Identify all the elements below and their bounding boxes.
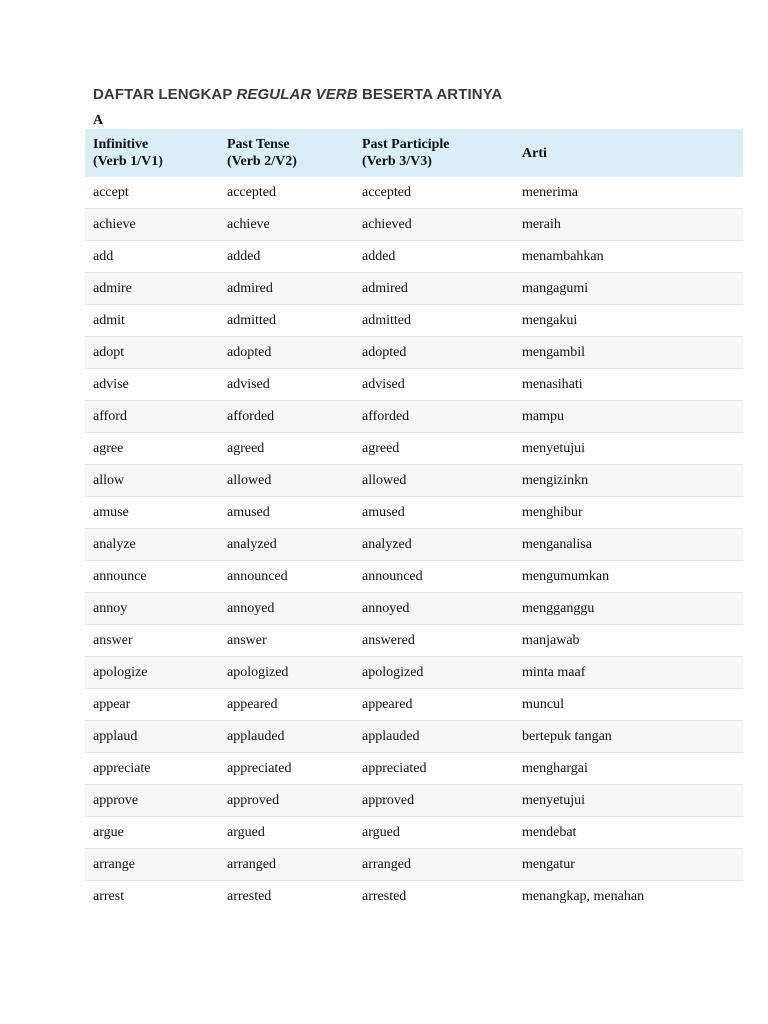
cell-infinitive: arrange [85,849,219,881]
header-past-participle-line2: (Verb 3/V3) [362,154,432,169]
cell-past-participle: apologized [354,657,514,689]
cell-past-participle: appeared [354,689,514,721]
cell-past-participle: achieved [354,209,514,241]
cell-past-tense: adopted [219,337,354,369]
cell-arti: mengizinkn [514,465,743,497]
table-row [85,465,743,497]
cell-infinitive: appear [85,689,219,721]
cell-past-tense: admitted [219,305,354,337]
header-past-tense-line2: (Verb 2/V2) [227,154,297,169]
cell-infinitive: announce [85,561,219,593]
cell-past-tense: achieve [219,209,354,241]
cell-infinitive: approve [85,785,219,817]
cell-past-tense: arrested [227,888,272,904]
cell-infinitive: accept [85,177,219,209]
cell-past-tense: admired [219,273,354,305]
cell-arti: mengganggu [514,593,743,625]
cell-infinitive: argue [85,817,219,849]
header-past-tense-line1: Past Tense [227,137,290,152]
table-row [85,785,743,817]
table-row [85,433,743,465]
cell-arti: mengumumkan [514,561,743,593]
cell-infinitive: annoy [85,593,219,625]
cell-past-tense: amused [219,497,354,529]
header-infinitive-line1: Infinitive [93,137,149,152]
header-infinitive [85,129,219,177]
cell-past-tense: appeared [219,689,354,721]
header-past-participle-line1: Past Participle [362,137,450,152]
cell-arti: menerima [514,177,743,209]
table-row [85,529,743,561]
regular-verb-table [85,129,743,912]
table-row [85,497,743,529]
header-infinitive-line2: (Verb 1/V1) [93,154,163,169]
cell-arti: menghibur [514,497,743,529]
table-row [85,625,743,657]
cell-past-participle: admitted [354,305,514,337]
table-row [85,337,743,369]
table-header-row [85,129,743,177]
cell-arti: menambahkan [514,241,743,273]
cell-infinitive: allow [85,465,219,497]
cell-infinitive: adopt [85,337,219,369]
cell-infinitive: advise [85,369,219,401]
cell-infinitive: admire [85,273,219,305]
title-suffix: BESERTA ARTINYA [357,86,503,103]
table-row [85,849,743,881]
section-letter: A [93,113,104,128]
cell-past-participle: admired [354,273,514,305]
cell-arti: mendebat [514,817,743,849]
cell-past-tense: announced [219,561,354,593]
header-arti: Arti [514,129,743,177]
cell-arti: meraih [514,209,743,241]
cell-past-tense: approved [219,785,354,817]
cell-past-tense: added [219,241,354,273]
cell-past-tense: agreed [219,433,354,465]
table-row [85,561,743,593]
cell-past-tense: advised [219,369,354,401]
cell-past-participle: accepted [354,177,514,209]
cell-past-participle: answered [354,625,514,657]
cell-past-participle: argued [354,817,514,849]
cell-past-participle: advised [354,369,514,401]
cell-arti: menganalisa [514,529,743,561]
cell-past-participle: announced [354,561,514,593]
cell-past-tense: annoyed [219,593,354,625]
cell-past-participle: agreed [354,433,514,465]
table-row [85,721,743,753]
title-prefix: DAFTAR LENGKAP [93,86,237,103]
document-title [93,86,502,103]
table-row [85,817,743,849]
cell-infinitive: apologize [85,657,219,689]
table-row [85,177,743,209]
cell-past-participle: adopted [354,337,514,369]
cell-infinitive: appreciate [85,753,219,785]
cell-past-participle: afforded [354,401,514,433]
cell-arti: bertepuk tangan [514,721,743,753]
cell-past-tense: apologized [219,657,354,689]
cell-past-tense: analyzed [219,529,354,561]
cell-past-tense: arranged [219,849,354,881]
cell-past-participle: allowed [354,465,514,497]
cell-infinitive: add [85,241,219,273]
header-past-tense [219,129,354,177]
table-row [85,689,743,721]
table-row [85,753,743,785]
cell-arti: menyetujui [514,433,743,465]
cell-arti: minta maaf [514,657,743,689]
cell-past-tense: answer [219,625,354,657]
table-row [85,241,743,273]
cell-arti: menasihati [514,369,743,401]
cell-arti: muncul [514,689,743,721]
cell-past-participle: appreciated [354,753,514,785]
cell-past-tense: allowed [219,465,354,497]
cell-arti: menyetujui [514,785,743,817]
cell-past-participle: analyzed [354,529,514,561]
table-row [85,305,743,337]
table-row [85,369,743,401]
cell-infinitive: afford [85,401,219,433]
cell-infinitive: achieve [85,209,219,241]
cell-arti: mengambil [514,337,743,369]
cell-arti: menghargai [514,753,743,785]
cell-past-participle: amused [354,497,514,529]
cell-infinitive: applaud [85,721,219,753]
cell-infinitive: arrest [93,888,125,904]
table-body [85,177,743,912]
title-emphasis: REGULAR VERB [236,86,358,103]
cell-infinitive: answer [85,625,219,657]
cell-past-participle: approved [354,785,514,817]
cell-past-participle: arrested [362,888,407,904]
cell-arti: mangagumi [514,273,743,305]
table-row [85,657,743,689]
cell-past-tense: argued [219,817,354,849]
cell-infinitive: amuse [85,497,219,529]
cell-past-tense: afforded [219,401,354,433]
cell-arti: mampu [514,401,743,433]
cell-arti: manjawab [514,625,743,657]
table-row [85,209,743,241]
table-row [85,401,743,433]
table-row [85,273,743,305]
cell-arti: mengakui [514,305,743,337]
table-row [85,593,743,625]
cell-past-participle: added [354,241,514,273]
cell-arti: mengatur [514,849,743,881]
cell-infinitive: analyze [85,529,219,561]
table-row [85,881,743,913]
cell-past-participle: annoyed [354,593,514,625]
cell-past-tense: applauded [219,721,354,753]
cell-infinitive: agree [85,433,219,465]
cell-past-participle: arranged [354,849,514,881]
cell-past-participle: applauded [354,721,514,753]
header-past-participle [354,129,514,177]
cell-arti: menangkap, menahan [522,888,645,904]
cell-past-tense: accepted [219,177,354,209]
cell-past-tense: appreciated [219,753,354,785]
cell-infinitive: admit [85,305,219,337]
